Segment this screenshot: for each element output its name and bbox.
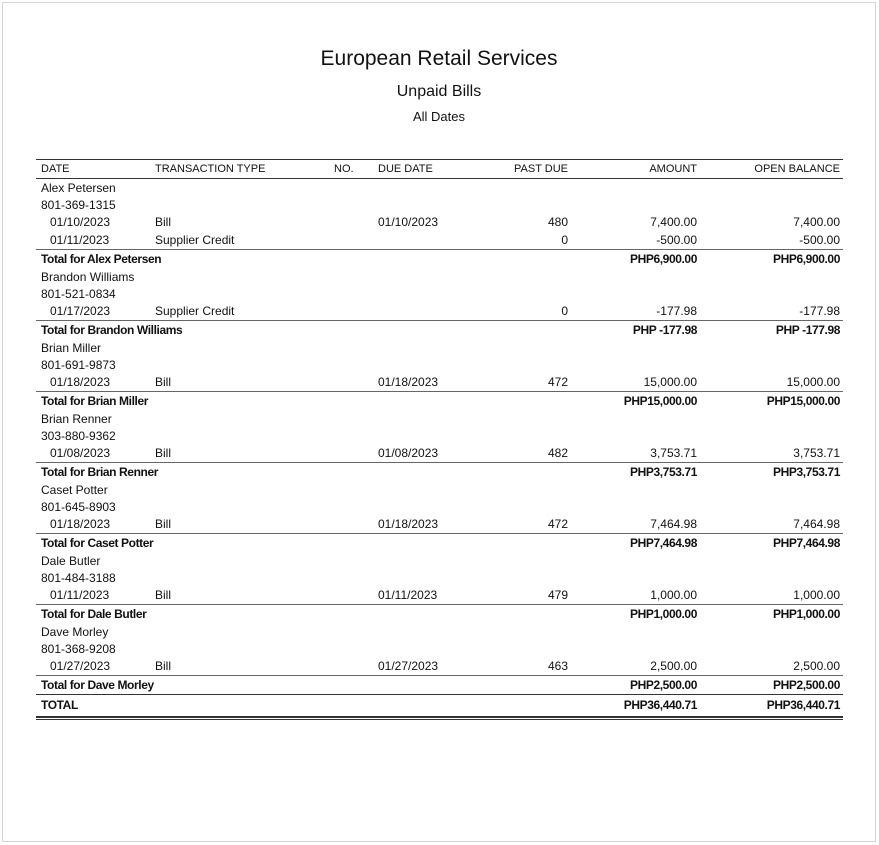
- supplier-total-balance: PHP6,900.00: [773, 252, 840, 266]
- supplier-phone: 303-880-9362: [41, 429, 116, 443]
- transaction-balance: 15,000.00: [786, 375, 840, 389]
- supplier-total-label: Total for Alex Petersen: [41, 252, 162, 266]
- transaction-date: 01/17/2023: [50, 304, 111, 318]
- transaction-balance: 7,464.98: [793, 517, 840, 531]
- transaction-amount: -177.98: [656, 304, 697, 318]
- supplier-total-label: Total for Caset Potter: [41, 536, 154, 550]
- transaction-balance: 7,400.00: [793, 215, 840, 229]
- transaction-date: 01/10/2023: [50, 215, 111, 229]
- supplier-phone-row: [36, 640, 843, 657]
- supplier-total-balance: PHP3,753.71: [773, 465, 840, 479]
- supplier-phone-row: [36, 196, 843, 213]
- supplier-name[interactable]: Dale Butler: [41, 554, 101, 568]
- supplier-phone-row: [36, 285, 843, 302]
- transaction-balance: 1,000.00: [793, 588, 840, 602]
- transaction-past: 480: [547, 215, 568, 229]
- column-header-no[interactable]: NO.: [334, 163, 354, 175]
- transaction-type: Supplier Credit: [155, 304, 235, 318]
- supplier-name-row: [36, 481, 843, 498]
- supplier-total-row: [36, 533, 843, 552]
- supplier-total-balance: PHP15,000.00: [766, 394, 840, 408]
- company-name: European Retail Services: [320, 47, 558, 70]
- column-header-due-date[interactable]: DUE DATE: [378, 163, 433, 175]
- column-header-row: [36, 159, 843, 179]
- transaction-row[interactable]: [36, 444, 843, 462]
- transaction-date: 01/18/2023: [50, 375, 111, 389]
- grand-total-label: TOTAL: [41, 698, 78, 712]
- column-header-transaction-type[interactable]: TRANSACTION TYPE: [155, 163, 266, 175]
- transaction-balance: 2,500.00: [793, 659, 840, 673]
- supplier-total-amount: PHP1,000.00: [630, 607, 697, 621]
- transaction-amount: 7,400.00: [650, 215, 697, 229]
- supplier-name-row: [36, 339, 843, 356]
- column-header-date[interactable]: DATE: [41, 163, 70, 175]
- supplier-name[interactable]: Alex Petersen: [41, 181, 116, 195]
- supplier-phone: 801-368-9208: [41, 642, 116, 656]
- transaction-past: 479: [547, 588, 568, 602]
- transaction-amount: 7,464.98: [650, 517, 697, 531]
- transaction-date: 01/18/2023: [50, 517, 111, 531]
- supplier-phone: 801-645-8903: [41, 500, 116, 514]
- supplier-phone-row: [36, 356, 843, 373]
- supplier-name-row: [36, 552, 843, 569]
- report-period: All Dates: [412, 109, 466, 124]
- transaction-due: 01/18/2023: [378, 517, 439, 531]
- transaction-row[interactable]: [36, 657, 843, 675]
- supplier-total-row: [36, 675, 843, 694]
- transaction-type: Bill: [155, 517, 172, 531]
- transaction-type: Supplier Credit: [155, 233, 235, 247]
- supplier-phone: 801-691-9873: [41, 358, 116, 372]
- supplier-phone-row: [36, 498, 843, 515]
- transaction-due: 01/18/2023: [378, 375, 439, 389]
- supplier-total-amount: PHP -177.98: [632, 323, 697, 337]
- transaction-type: Bill: [155, 659, 172, 673]
- supplier-total-label: Total for Brian Renner: [41, 465, 158, 479]
- transaction-type: Bill: [155, 375, 172, 389]
- supplier-name[interactable]: Brandon Williams: [41, 270, 135, 284]
- column-header-open-balance[interactable]: OPEN BALANCE: [754, 163, 840, 175]
- supplier-phone-row: [36, 427, 843, 444]
- supplier-phone: 801-521-0834: [41, 287, 116, 301]
- transaction-row[interactable]: [36, 586, 843, 604]
- grand-total-row: [36, 694, 843, 716]
- supplier-total-label: Total for Brian Miller: [41, 394, 148, 408]
- transaction-due: 01/10/2023: [378, 215, 439, 229]
- transaction-balance: -500.00: [799, 233, 840, 247]
- transaction-due: 01/11/2023: [378, 588, 438, 602]
- grand-total-balance: PHP36,440.71: [766, 698, 840, 712]
- transaction-amount: 1,000.00: [650, 588, 697, 602]
- column-header-amount[interactable]: AMOUNT: [649, 163, 697, 175]
- supplier-total-amount: PHP3,753.71: [630, 465, 697, 479]
- transaction-amount: 15,000.00: [643, 375, 697, 389]
- transaction-row[interactable]: [36, 231, 843, 249]
- double-underline: [36, 716, 843, 720]
- transaction-type: Bill: [155, 446, 172, 460]
- transaction-past: 472: [547, 517, 568, 531]
- column-header-past-due[interactable]: PAST DUE: [514, 163, 568, 175]
- transaction-amount: 2,500.00: [650, 659, 697, 673]
- report-table: [36, 159, 843, 720]
- supplier-total-row: [36, 249, 843, 268]
- supplier-name[interactable]: Brian Renner: [41, 412, 112, 426]
- transaction-type: Bill: [155, 215, 172, 229]
- supplier-total-amount: PHP2,500.00: [630, 678, 697, 692]
- supplier-total-row: [36, 604, 843, 623]
- grand-total-amount: PHP36,440.71: [623, 698, 697, 712]
- supplier-total-balance: PHP1,000.00: [773, 607, 840, 621]
- supplier-name-row: [36, 179, 843, 196]
- transaction-type: Bill: [155, 588, 172, 602]
- transaction-row[interactable]: [36, 302, 843, 320]
- transaction-row[interactable]: [36, 373, 843, 391]
- supplier-total-row: [36, 391, 843, 410]
- transaction-date: 01/27/2023: [50, 659, 111, 673]
- supplier-name-row: [36, 623, 843, 640]
- transaction-row[interactable]: [36, 515, 843, 533]
- report-title: Unpaid Bills: [396, 83, 482, 100]
- supplier-total-balance: PHP2,500.00: [773, 678, 840, 692]
- transaction-row[interactable]: [36, 213, 843, 231]
- transaction-date: 01/11/2023: [50, 588, 110, 602]
- supplier-total-amount: PHP7,464.98: [630, 536, 697, 550]
- transaction-due: 01/27/2023: [378, 659, 439, 673]
- supplier-total-label: Total for Dave Morley: [41, 678, 154, 692]
- supplier-name[interactable]: Dave Morley: [41, 625, 109, 639]
- transaction-due: 01/08/2023: [378, 446, 439, 460]
- transaction-past: 0: [561, 304, 568, 318]
- supplier-name-row: [36, 410, 843, 427]
- supplier-total-label: Total for Brandon Williams: [41, 323, 183, 337]
- supplier-phone-row: [36, 569, 843, 586]
- supplier-total-label: Total for Dale Butler: [41, 607, 147, 621]
- supplier-total-amount: PHP6,900.00: [630, 252, 697, 266]
- supplier-total-amount: PHP15,000.00: [623, 394, 697, 408]
- supplier-total-balance: PHP -177.98: [775, 323, 840, 337]
- supplier-phone: 801-369-1315: [41, 198, 116, 212]
- transaction-balance: -177.98: [799, 304, 840, 318]
- transaction-amount: -500.00: [656, 233, 697, 247]
- transaction-past: 482: [547, 446, 568, 460]
- supplier-phone: 801-484-3188: [41, 571, 116, 585]
- transaction-balance: 3,753.71: [793, 446, 840, 460]
- report-body: [36, 179, 843, 694]
- supplier-total-balance: PHP7,464.98: [773, 536, 840, 550]
- transaction-date: 01/11/2023: [50, 233, 110, 247]
- transaction-past: 0: [561, 233, 568, 247]
- supplier-name-row: [36, 268, 843, 285]
- transaction-past: 463: [547, 659, 568, 673]
- supplier-total-row: [36, 320, 843, 339]
- supplier-name[interactable]: Caset Potter: [41, 483, 108, 497]
- transaction-past: 472: [547, 375, 568, 389]
- report-page: [2, 2, 876, 842]
- transaction-amount: 3,753.71: [650, 446, 697, 460]
- transaction-date: 01/08/2023: [50, 446, 111, 460]
- supplier-total-row: [36, 462, 843, 481]
- supplier-name[interactable]: Brian Miller: [41, 341, 102, 355]
